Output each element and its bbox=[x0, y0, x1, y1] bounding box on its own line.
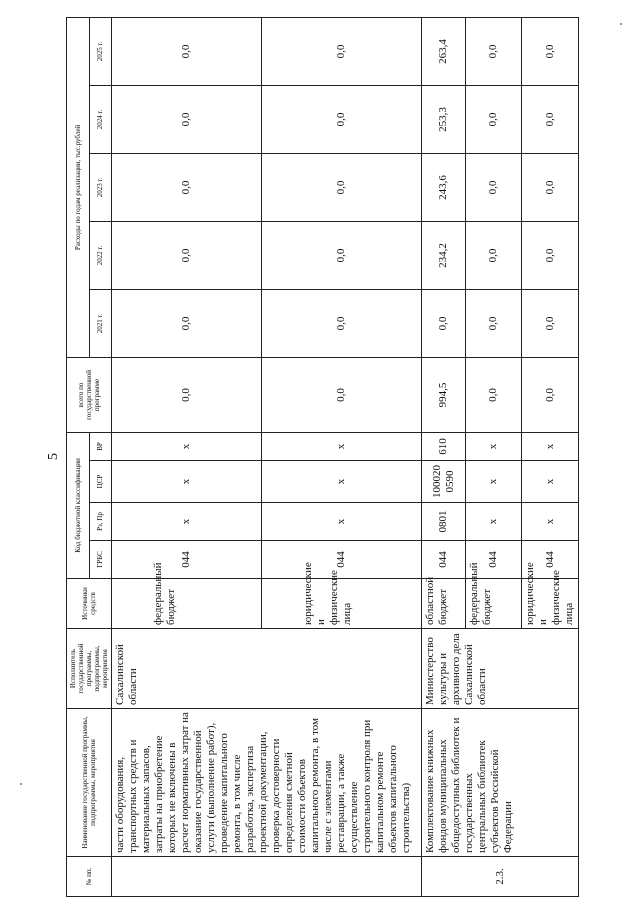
year-cell: 253,3 bbox=[422, 85, 466, 153]
total-cell: 0,0 bbox=[466, 357, 522, 432]
year-cell: 0,0 bbox=[262, 17, 422, 85]
header-budget-group: Код бюджетной классификации bbox=[67, 432, 90, 578]
source-cell: юридические и физические лица bbox=[262, 579, 422, 629]
vr-cell: х bbox=[522, 432, 579, 460]
scan-speck bbox=[20, 783, 22, 785]
vr-cell: х bbox=[466, 432, 522, 460]
event-text: Комплектование книжных фондов муниципальных общедоступных библиотек и государственных центральных библиотек субъектов Российской Федерации bbox=[422, 709, 579, 857]
year-cell: 0,0 bbox=[466, 289, 522, 357]
row-num: 2.3. bbox=[422, 857, 579, 897]
source-cell: областной бюджет bbox=[422, 579, 466, 629]
header-year-2024: 2024 г. bbox=[89, 85, 112, 153]
total-cell: 994,5 bbox=[422, 357, 466, 432]
year-cell: 0,0 bbox=[112, 85, 262, 153]
table-row bbox=[422, 17, 466, 896]
grbs-cell: 044 bbox=[422, 541, 466, 579]
scan-speck bbox=[620, 23, 622, 25]
year-cell: 0,0 bbox=[466, 221, 522, 289]
executor-text: Сахалинской области bbox=[112, 629, 422, 709]
csr-cell: х bbox=[522, 461, 579, 503]
vr-cell: х bbox=[112, 432, 262, 460]
header-event: Наименование государственной программы, подпрограммы, мероприятия bbox=[67, 709, 112, 857]
grbs-cell: 044 bbox=[466, 541, 522, 579]
csr-cell: х bbox=[466, 461, 522, 503]
rzpr-cell: х bbox=[522, 503, 579, 541]
year-cell: 0,0 bbox=[262, 221, 422, 289]
year-cell: 263,4 bbox=[422, 17, 466, 85]
year-cell: 0,0 bbox=[262, 153, 422, 221]
grbs-cell: 044 bbox=[522, 541, 579, 579]
header-year-2023: 2023 г. bbox=[89, 153, 112, 221]
header-source: Источники средств bbox=[67, 579, 112, 629]
table-row bbox=[112, 17, 262, 896]
year-cell: 0,0 bbox=[262, 289, 422, 357]
page-number: 5 bbox=[46, 453, 61, 460]
header-rzpr: Рз, Пр bbox=[89, 503, 112, 541]
source-cell: федеральный бюджет bbox=[112, 579, 262, 629]
header-csr: ЦСР bbox=[89, 461, 112, 503]
year-cell: 0,0 bbox=[112, 221, 262, 289]
csr-cell: 1000200590 bbox=[422, 461, 466, 503]
rzpr-cell: х bbox=[112, 503, 262, 541]
year-cell: 0,0 bbox=[522, 153, 579, 221]
total-cell: 0,0 bbox=[522, 357, 579, 432]
header-year-2022: 2022 г. bbox=[89, 221, 112, 289]
year-cell: 0,0 bbox=[522, 85, 579, 153]
year-cell: 0,0 bbox=[422, 289, 466, 357]
row-num-cell bbox=[112, 857, 422, 897]
year-cell: 0,0 bbox=[466, 153, 522, 221]
year-cell: 0,0 bbox=[466, 85, 522, 153]
header-total: всего по государственной программе bbox=[67, 357, 112, 432]
header-row-1 bbox=[67, 17, 90, 896]
grbs-cell: 044 bbox=[262, 541, 422, 579]
total-cell: 0,0 bbox=[112, 357, 262, 432]
year-cell: 0,0 bbox=[522, 17, 579, 85]
source-cell: юридические и физические лица bbox=[522, 579, 579, 629]
year-cell: 0,0 bbox=[522, 289, 579, 357]
vr-cell: 610 bbox=[422, 432, 466, 460]
year-cell: 0,0 bbox=[522, 221, 579, 289]
header-num: № пп. bbox=[67, 857, 112, 897]
event-text: части оборудования, транспортных средств и материальных запасов, затраты на приобретение которых не включены в расчет нормативных затрат на оказание государственной услуги (выполнение работ), проведение капитального ремонта, в том числе разработка, экспертиза проектной документации, проверка достоверности определения сметной стоимости объектов капитального ремонта, в том числе с элементами реставрации, а также осуществление строительного контроля при капитальном ремонте объектов капитального строительства) bbox=[112, 709, 422, 857]
source-cell: федеральный бюджет bbox=[466, 579, 522, 629]
header-years-group: Расходы по годам реализации, тыс.рублей bbox=[67, 17, 90, 357]
year-cell: 0,0 bbox=[112, 289, 262, 357]
header-grbs: ГРБС bbox=[89, 541, 112, 579]
total-cell: 0,0 bbox=[262, 357, 422, 432]
executor-text: Министерство культуры и архивного дела Сахалинской области bbox=[422, 629, 579, 709]
rzpr-cell: 0801 bbox=[422, 503, 466, 541]
budget-table bbox=[66, 17, 579, 897]
year-cell: 234,2 bbox=[422, 221, 466, 289]
header-vr: ВР bbox=[89, 432, 112, 460]
header-year-2025: 2025 г. bbox=[89, 17, 112, 85]
year-cell: 0,0 bbox=[466, 17, 522, 85]
csr-cell: х bbox=[112, 461, 262, 503]
header-year-2021: 2021 г. bbox=[89, 289, 112, 357]
header-executor: Исполнитель государственной программы, подпрограммы, мероприятия bbox=[67, 629, 112, 709]
rzpr-cell: х bbox=[466, 503, 522, 541]
rzpr-cell: х bbox=[262, 503, 422, 541]
year-cell: 0,0 bbox=[112, 153, 262, 221]
grbs-cell: 044 bbox=[112, 541, 262, 579]
year-cell: 243,6 bbox=[422, 153, 466, 221]
csr-cell: х bbox=[262, 461, 422, 503]
vr-cell: х bbox=[262, 432, 422, 460]
year-cell: 0,0 bbox=[262, 85, 422, 153]
year-cell: 0,0 bbox=[112, 17, 262, 85]
